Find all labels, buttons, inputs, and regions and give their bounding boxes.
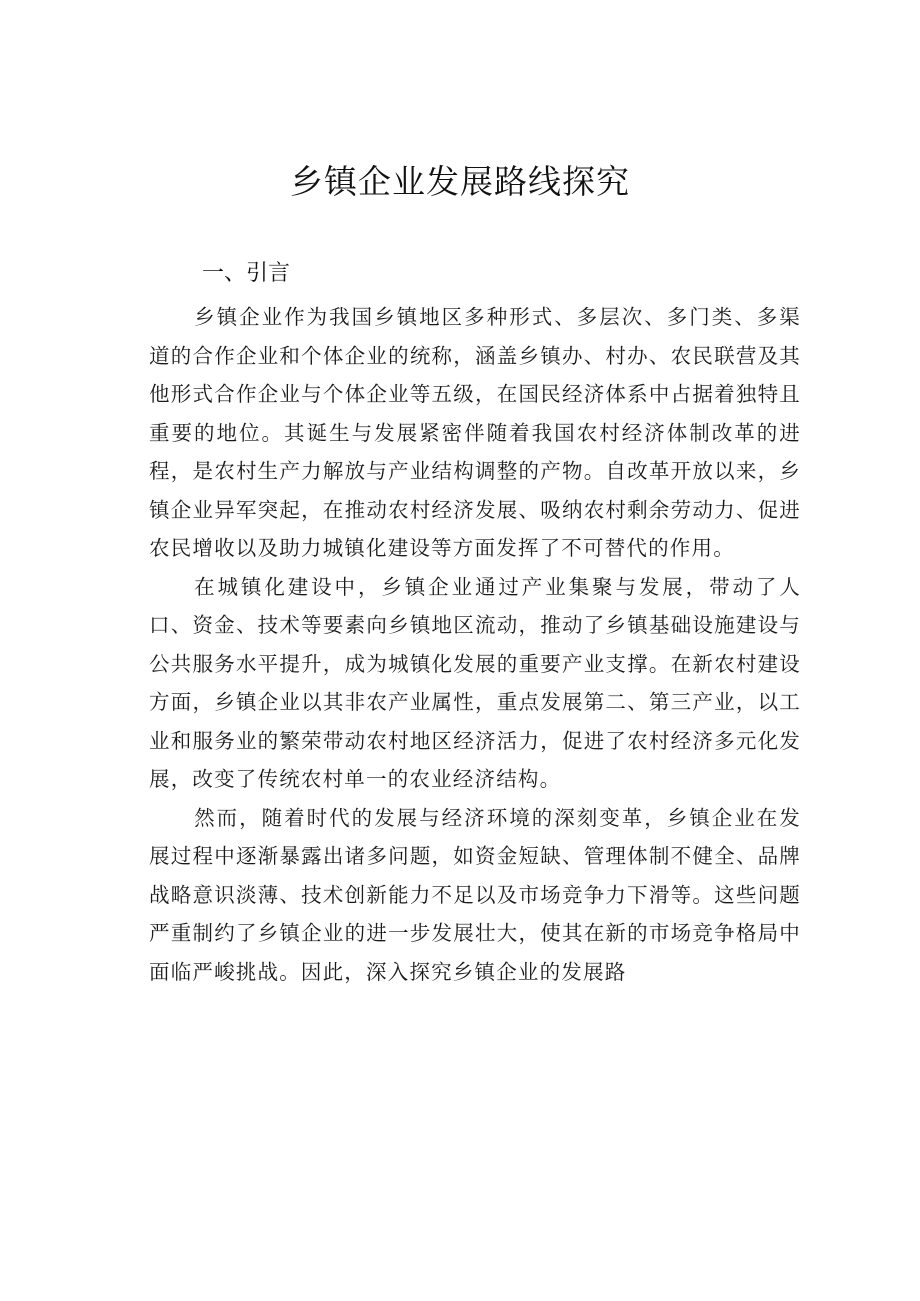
paragraph-3: 然而，随着时代的发展与经济环境的深刻变革，乡镇企业在发展过程中逐渐暴露出诸多问题，如资金短缺、管理体制不健全、品牌战略意识淡薄、技术创新能力不足以及市场竞争力下滑等。这些问题严重制约了乡镇企业的进一步发展壮大，使其在新的市场竞争格局中面临严峻挑战。因此，深入探究乡镇企业的发展路 (149, 805, 801, 984)
section-heading: 一、引言 (202, 261, 291, 286)
body-text (149, 298, 801, 991)
paragraph-1: 乡镇企业作为我国乡镇地区多种形式、多层次、多门类、多渠道的合作企业和个体企业的统称，涵盖乡镇办、村办、农民联营及其他形式合作企业与个体企业等五级，在国民经济体系中占据着独特且重要的地位。其诞生与发展紧密伴随着我国农村经济体制改革的进程，是农村生产力解放与产业结构调整的产物。自改革开放以来，乡镇企业异军突起，在推动农村经济发展、吸纳农村剩余劳动力、促进农民增收以及助力城镇化建设等方面发挥了不可替代的作用。 (149, 305, 801, 560)
paragraph-2: 在城镇化建设中，乡镇企业通过产业集聚与发展，带动了人口、资金、技术等要素向乡镇地区流动，推动了乡镇基础设施建设与公共服务水平提升，成为城镇化发展的重要产业支撑。在新农村建设方面，乡镇企业以其非农产业属性，重点发展第二、第三产业，以工业和服务业的繁荣带动农村地区经济活力，促进了农村经济多元化发展，改变了传统农村单一的农业经济结构。 (149, 574, 801, 791)
document-title: 乡镇企业发展路线探究 (290, 162, 630, 201)
